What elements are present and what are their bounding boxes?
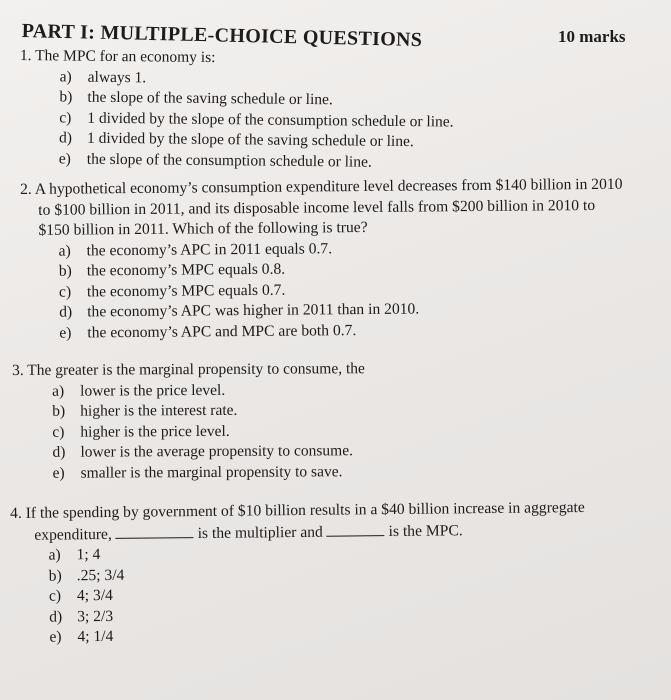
- question-3-option-c: c) higher is the price level.: [52, 422, 230, 441]
- question-1-option-c: c) 1 divided by the slope of the consumption schedule or line.: [59, 108, 454, 131]
- question-2-option-d: d) the economy’s APC was higher in 2011 than in 2010.: [59, 300, 420, 321]
- question-1: [19, 46, 455, 174]
- question-3: [12, 359, 365, 484]
- question-2-stem-line-1: 2. A hypothetical economy’s consumption expenditure level decreases from $140 billion in 2010: [20, 175, 623, 198]
- question-4-option-b: b) .25; 3/4: [48, 566, 125, 585]
- question-4-option-c: c) 4; 3/4: [48, 586, 114, 605]
- question-2-option-a: a) the economy’s APC in 2011 equals 0.7.: [58, 239, 333, 260]
- question-2-option-b: b) the economy’s MPC equals 0.8.: [58, 260, 286, 280]
- question-4-stem-line-1: 4. If the spending by government of $10 billion results in a $40 billion increase in aggregate: [10, 498, 585, 522]
- question-2-option-c: c) the economy’s MPC equals 0.7.: [58, 281, 286, 301]
- question-3-option-d: d) lower is the average propensity to consume.: [52, 442, 353, 461]
- question-3-option-e: e) smaller is the marginal propensity to save.: [52, 462, 343, 482]
- question-1-option-e: e) the slope of the consumption schedule or line.: [58, 149, 372, 171]
- part-title: PART I: MULTIPLE-CHOICE QUESTIONS: [21, 20, 423, 52]
- question-2: [20, 175, 624, 344]
- marks-label: 10 marks: [558, 27, 626, 46]
- question-4: [10, 498, 586, 649]
- answer-blank-mpc: [327, 521, 385, 537]
- question-1-option-b: b) the slope of the saving schedule or line.: [59, 88, 333, 109]
- question-3-option-a: a) lower is the price level.: [52, 381, 226, 400]
- question-3-option-b: b) higher is the interest rate.: [52, 401, 238, 420]
- question-1-option-d: d) 1 divided by the slope of the saving schedule or line.: [58, 129, 414, 151]
- question-4-stem-line-2: expenditure, is the multiplier and is the MPC.: [34, 521, 463, 544]
- question-3-stem: 3. The greater is the marginal propensity to consume, the: [12, 360, 365, 379]
- question-2-stem-line-3: $150 billion in 2011. Which of the following is true?: [38, 218, 368, 239]
- question-4-option-d: d) 3; 2/3: [49, 607, 114, 626]
- question-1-stem: 1. The MPC for an economy is:: [19, 46, 216, 67]
- question-2-stem-line-2: to $100 billion in 2011, and its disposable income level falls from $200 billion in 2010 to: [38, 196, 596, 219]
- question-1-option-a: a) always 1.: [59, 67, 147, 86]
- question-2-option-e: e) the economy’s APC and MPC are both 0.7.: [59, 321, 357, 342]
- question-4-option-e: e) 4; 1/4: [49, 627, 114, 646]
- question-4-option-a: a) 1; 4: [48, 546, 101, 564]
- answer-blank-multiplier: [116, 523, 194, 539]
